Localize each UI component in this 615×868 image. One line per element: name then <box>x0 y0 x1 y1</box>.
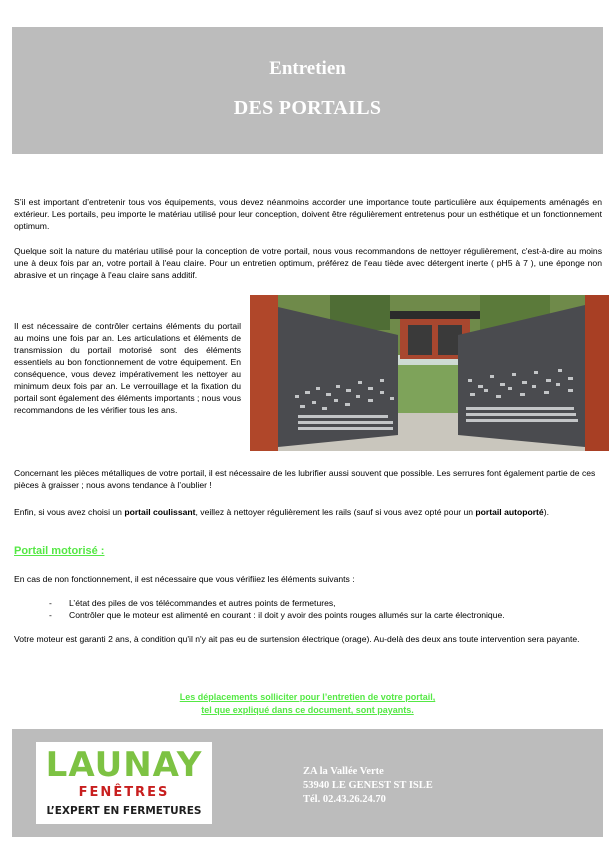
phone-line: Tél. 02.43.26.24.70 <box>303 794 386 805</box>
list-item-text: L’état des piles de vos télécommandes et autres points de fermetures, <box>69 598 336 608</box>
logo-tagline: L’EXPERT EN FERMETURES <box>46 805 202 817</box>
sliding-text-3: ). <box>543 507 549 517</box>
metal-parts-paragraph: Concernant les pièces métalliques de votre portail, il est nécessaire de les lubrifier aussi souvent que possible. Les serrures font également partie de ces pièces à graisser ; nous avons tendance à l’oublier ! <box>14 468 596 490</box>
title-line-1: Entretien <box>269 58 346 79</box>
logo-brand: LAUNAY <box>45 745 203 785</box>
sliding-gate-term: portail coulissant <box>124 507 196 517</box>
inspection-paragraph: Il est nécessaire de contrôler certains éléments du portail au moins une fois par an. Les articulations et éléments de transmission du portail motorisé sont des éléments essentiels au bon fonctionnement de votre équipement. En conséquence, vous devez impérativement les nettoyer au minimum deux fois par an. Le verrouillage et la fixation du portail sont également des éléments importants ; nous vous recommandons de les vérifier tous les ans. <box>14 321 241 415</box>
sliding-gate-paragraph <box>14 506 602 518</box>
list-dash: - <box>49 610 52 620</box>
cleaning-paragraph: Quelque soit la nature du matériau utilisé pour la conception de votre portail, nous vous recommandons de nettoyer régulièrement, c'est-à-dire au moins une à deux fois par an, votre portail à l'eau claire. Pour un entretien optimum, préférez de l'eau tiède avec détergent inerte ( pH5 à 7 ), une éponge non abrasive et un rinçage à l'eau claire sans additif. <box>14 246 602 280</box>
address-line-2: 53940 LE GENEST ST ISLE <box>303 780 433 791</box>
launay-logo <box>36 742 212 824</box>
list-item-text: Contrôler que le moteur est alimenté en courant : il doit y avoir des points rouges allumés sur la carte électronique. <box>69 610 505 620</box>
motorized-gate-heading: Portail motorisé : <box>14 545 105 557</box>
list-dash: - <box>49 598 52 608</box>
company-address <box>303 765 433 807</box>
sliding-text-2: , veillez à nettoyer régulièrement les rails (sauf si vous avez opté pour un <box>195 507 476 517</box>
title-line-2: DES PORTAILS <box>233 97 382 119</box>
notice-line-1: Les déplacements solliciter pour l’entretien de votre portail, <box>179 692 436 702</box>
footer-banner <box>12 729 603 837</box>
logo-subtitle: FENÊTRES <box>78 785 170 800</box>
gate-photo <box>250 295 609 451</box>
list-item <box>14 597 609 609</box>
sliding-text-1: Enfin, si vous avez choisi un <box>14 507 125 517</box>
warranty-paragraph: Votre moteur est garanti 2 ans, à condition qu'il n'y ait pas eu de surtension électrique (orage). Au-delà des deux ans toute intervention sera payante. <box>14 634 580 644</box>
title-banner <box>12 27 603 154</box>
intro-paragraph: S’il est important d’entretenir tous vos équipements, vous devez néanmoins accorder une importance toute particulière aux équipements aménagés en extérieur. Les portails, peu importe le matériau utilisé pour leur conception, doivent être régulièrement entretenus pour un esthétique et un fonctionnement optimum. <box>14 197 602 231</box>
notice-line-2: tel que expliqué dans ce document, sont payants. <box>201 705 414 715</box>
cantilever-gate-term: portail autoporté <box>475 507 544 517</box>
address-line-1: ZA la Vallée Verte <box>303 766 384 777</box>
list-item <box>14 609 609 621</box>
check-list <box>14 597 609 621</box>
check-intro-paragraph: En cas de non fonctionnement, il est nécessaire que vous vérifiiez les éléments suivants : <box>14 574 355 584</box>
